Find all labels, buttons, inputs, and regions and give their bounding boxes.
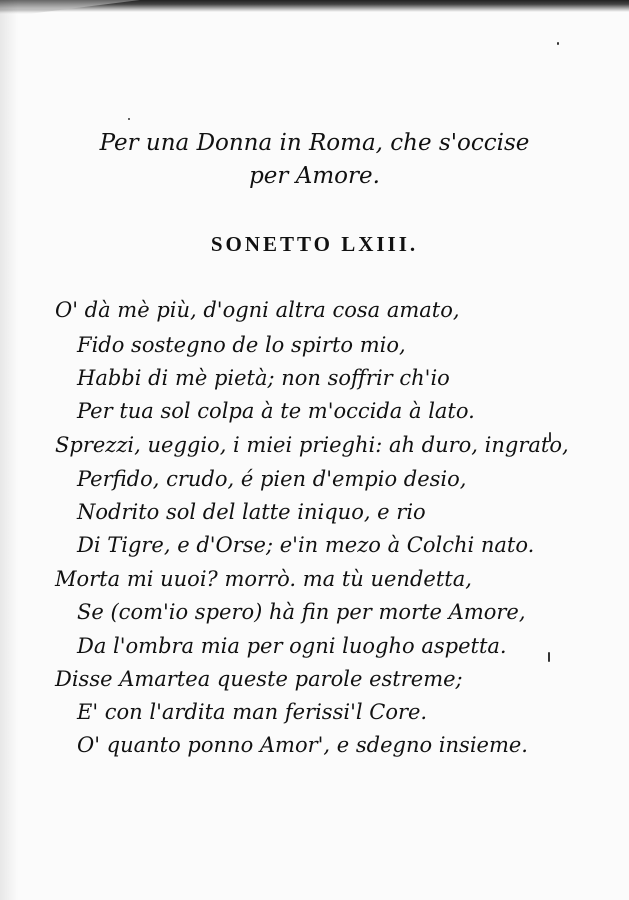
poem-heading-line-1: Per una Donna in Roma, che s'occise bbox=[99, 130, 530, 156]
ink-speck bbox=[557, 42, 559, 45]
verse-line-3: Habbi di mè pietà; non soffrir ch'io bbox=[77, 366, 450, 390]
verse-line-13: E' con l'ardita man ferissi'l Core. bbox=[77, 700, 428, 724]
ink-speck bbox=[548, 652, 550, 662]
verse-line-5: Sprezzi, ueggio, i miei prieghi: ah duro, ingrato, bbox=[55, 433, 569, 457]
verse-line-7: Nodrito sol del latte iniquo, e rio bbox=[77, 500, 426, 524]
verse-line-14: O' quanto ponno Amor', e sdegno insieme. bbox=[77, 733, 528, 757]
poem-heading-line-2: per Amore. bbox=[249, 163, 380, 189]
verse-line-2: Fido sostegno de lo spirto mio, bbox=[77, 333, 406, 357]
verse-line-4: Per tua sol colpa à te m'occida à lato. bbox=[77, 399, 475, 423]
ink-speck bbox=[128, 118, 130, 120]
verse-line-8: Di Tigre, e d'Orse; e'in mezo à Colchi nato. bbox=[77, 533, 535, 557]
verse-line-1: O' dà mè più, d'ogni altra cosa amato, bbox=[55, 298, 460, 322]
verse-line-12: Disse Amartea queste parole estreme; bbox=[55, 667, 463, 691]
sonnet-title: SONETTO LXIII. bbox=[210, 232, 419, 256]
verse-line-11: Da l'ombra mia per ogni luogho aspetta. bbox=[77, 634, 507, 658]
verse-line-9: Morta mi uuoi? morrò. ma tù uendetta, bbox=[55, 567, 472, 591]
verse-line-10: Se (com'io spero) hà fin per morte Amore, bbox=[77, 600, 526, 624]
verse-line-6: Perfido, crudo, é pien d'empio desio, bbox=[77, 467, 467, 491]
